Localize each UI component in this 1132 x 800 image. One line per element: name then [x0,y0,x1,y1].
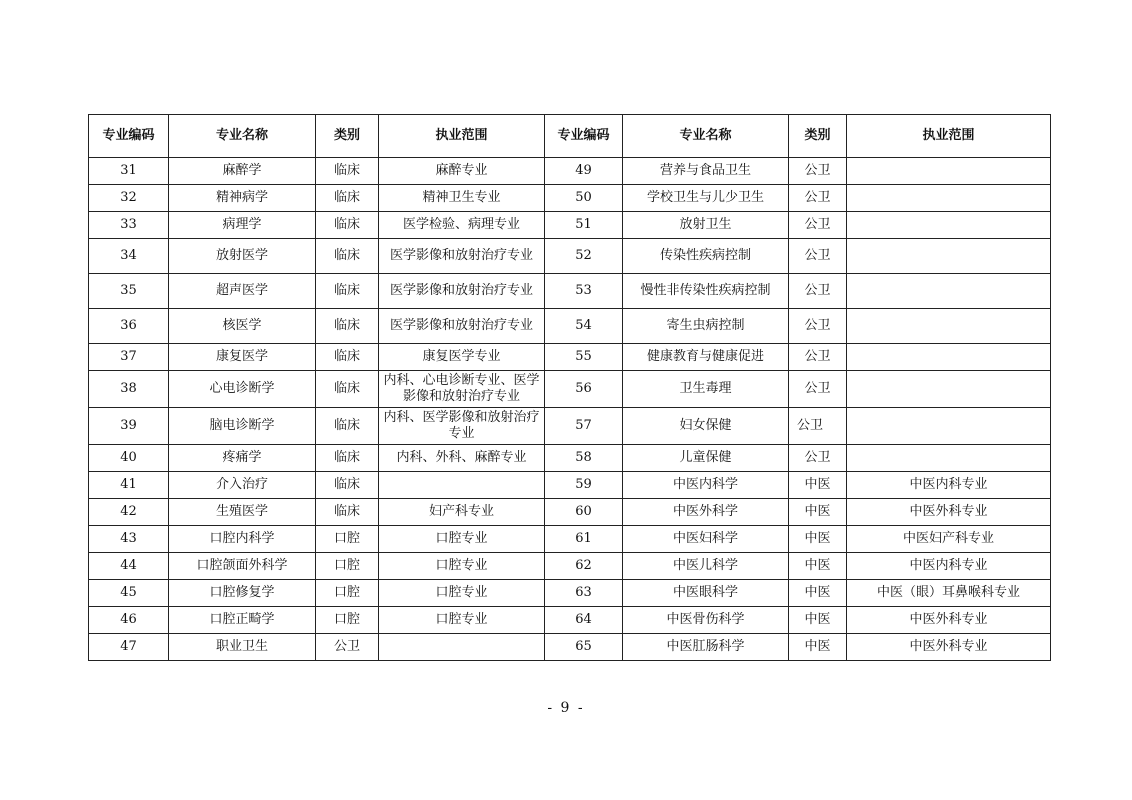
cell-scope-right [847,344,1051,371]
cell-name-right: 健康教育与健康促进 [623,344,789,371]
cell-scope-right [847,239,1051,274]
cell-name-left: 口腔正畸学 [169,607,316,634]
cell-category-left: 临床 [316,499,379,526]
cell-name-right: 中医肛肠科学 [623,634,789,661]
cell-name-right: 中医妇科学 [623,526,789,553]
cell-scope-right: 中医外科专业 [847,634,1051,661]
cell-category-left: 临床 [316,408,379,445]
cell-scope-right [847,212,1051,239]
table-body [89,158,1051,661]
cell-code-right: 65 [545,634,623,661]
cell-category-right: 中医 [789,580,847,607]
cell-category-right: 公卫 [789,212,847,239]
cell-name-right: 放射卫生 [623,212,789,239]
cell-category-left: 临床 [316,239,379,274]
cell-code-left: 32 [89,185,169,212]
header-name-right: 专业名称 [623,115,789,158]
cell-name-left: 疼痛学 [169,445,316,472]
header-code-left: 专业编码 [89,115,169,158]
cell-scope-right [847,445,1051,472]
cell-category-right: 公卫 [789,274,847,309]
cell-code-left: 36 [89,309,169,344]
table-row [89,553,1051,580]
cell-code-right: 52 [545,239,623,274]
cell-scope-right [847,185,1051,212]
cell-code-left: 46 [89,607,169,634]
cell-code-left: 47 [89,634,169,661]
cell-name-left: 核医学 [169,309,316,344]
header-name-left: 专业名称 [169,115,316,158]
cell-name-left: 病理学 [169,212,316,239]
cell-name-right: 营养与食品卫生 [623,158,789,185]
cell-category-right: 公卫 [789,158,847,185]
table-row [89,212,1051,239]
cell-code-right: 55 [545,344,623,371]
cell-scope-left: 口腔专业 [379,580,545,607]
table-row [89,344,1051,371]
cell-scope-left: 口腔专业 [379,607,545,634]
header-scope-left: 执业范围 [379,115,545,158]
cell-scope-right: 中医内科专业 [847,472,1051,499]
cell-name-right: 中医眼科学 [623,580,789,607]
cell-name-right: 中医儿科学 [623,553,789,580]
cell-code-left: 41 [89,472,169,499]
cell-scope-right: 中医妇产科专业 [847,526,1051,553]
page-number: - 9 - [547,700,585,716]
cell-name-right: 慢性非传染性疾病控制 [623,274,789,309]
cell-name-left: 麻醉学 [169,158,316,185]
table-row [89,408,1051,445]
cell-code-right: 53 [545,274,623,309]
cell-category-left: 公卫 [316,634,379,661]
table-row [89,371,1051,408]
header-scope-right: 执业范围 [847,115,1051,158]
cell-category-right: 中医 [789,472,847,499]
header-code-right: 专业编码 [545,115,623,158]
cell-category-right: 中医 [789,526,847,553]
cell-name-left: 口腔颌面外科学 [169,553,316,580]
cell-name-left: 口腔修复学 [169,580,316,607]
cell-scope-right [847,371,1051,408]
cell-code-left: 37 [89,344,169,371]
cell-scope-left [379,472,545,499]
table-row [89,580,1051,607]
table-row [89,472,1051,499]
cell-code-left: 40 [89,445,169,472]
cell-category-left: 口腔 [316,607,379,634]
cell-name-left: 超声医学 [169,274,316,309]
cell-code-left: 39 [89,408,169,445]
cell-code-right: 63 [545,580,623,607]
table-row [89,185,1051,212]
table-row [89,309,1051,344]
cell-scope-right: 中医外科专业 [847,607,1051,634]
cell-category-left: 口腔 [316,580,379,607]
cell-name-left: 职业卫生 [169,634,316,661]
cell-code-left: 34 [89,239,169,274]
cell-name-right: 儿童保健 [623,445,789,472]
cell-category-left: 临床 [316,344,379,371]
cell-category-left: 临床 [316,445,379,472]
cell-category-left: 临床 [316,185,379,212]
cell-category-right: 公卫 [789,309,847,344]
cell-code-right: 58 [545,445,623,472]
table-header-row [89,115,1051,158]
cell-category-right: 公卫 [789,344,847,371]
cell-scope-left: 医学影像和放射治疗专业 [379,274,545,309]
cell-category-right: 公卫 [789,239,847,274]
cell-scope-left: 麻醉专业 [379,158,545,185]
cell-code-left: 42 [89,499,169,526]
cell-code-right: 60 [545,499,623,526]
cell-category-right: 公卫 [789,408,847,445]
cell-code-right: 54 [545,309,623,344]
cell-code-right: 57 [545,408,623,445]
cell-name-right: 寄生虫病控制 [623,309,789,344]
cell-scope-left: 口腔专业 [379,553,545,580]
cell-code-left: 43 [89,526,169,553]
cell-name-left: 介入治疗 [169,472,316,499]
cell-scope-left: 妇产科专业 [379,499,545,526]
cell-code-right: 51 [545,212,623,239]
cell-category-right: 公卫 [789,371,847,408]
cell-category-left: 临床 [316,472,379,499]
cell-category-right: 中医 [789,553,847,580]
table-row [89,239,1051,274]
cell-code-left: 33 [89,212,169,239]
cell-scope-right: 中医（眼）耳鼻喉科专业 [847,580,1051,607]
cell-category-right: 公卫 [789,445,847,472]
cell-scope-left: 内科、医学影像和放射治疗专业 [379,408,545,445]
cell-category-left: 口腔 [316,526,379,553]
cell-scope-left: 精神卫生专业 [379,185,545,212]
table-row [89,158,1051,185]
table-row [89,445,1051,472]
cell-name-right: 中医内科学 [623,472,789,499]
cell-name-right: 妇女保健 [623,408,789,445]
cell-name-left: 脑电诊断学 [169,408,316,445]
cell-category-left: 口腔 [316,553,379,580]
table-row [89,499,1051,526]
cell-code-right: 50 [545,185,623,212]
cell-name-right: 中医骨伤科学 [623,607,789,634]
cell-scope-right: 中医外科专业 [847,499,1051,526]
cell-category-right: 中医 [789,499,847,526]
cell-scope-left [379,634,545,661]
cell-scope-left: 医学影像和放射治疗专业 [379,309,545,344]
header-category-right: 类别 [789,115,847,158]
cell-scope-left: 内科、心电诊断专业、医学影像和放射治疗专业 [379,371,545,408]
cell-category-left: 临床 [316,309,379,344]
cell-name-left: 精神病学 [169,185,316,212]
cell-name-right: 中医外科学 [623,499,789,526]
cell-scope-right [847,309,1051,344]
cell-scope-right [847,158,1051,185]
cell-code-left: 45 [89,580,169,607]
cell-scope-right [847,408,1051,445]
cell-name-left: 口腔内科学 [169,526,316,553]
cell-category-left: 临床 [316,158,379,185]
cell-scope-left: 康复医学专业 [379,344,545,371]
cell-scope-left: 医学影像和放射治疗专业 [379,239,545,274]
cell-name-right: 卫生毒理 [623,371,789,408]
cell-code-right: 61 [545,526,623,553]
cell-name-left: 放射医学 [169,239,316,274]
cell-category-right: 公卫 [789,185,847,212]
header-category-left: 类别 [316,115,379,158]
cell-code-left: 44 [89,553,169,580]
table-row [89,526,1051,553]
cell-name-left: 康复医学 [169,344,316,371]
cell-name-right: 传染性疾病控制 [623,239,789,274]
cell-scope-right [847,274,1051,309]
cell-name-left: 心电诊断学 [169,371,316,408]
cell-category-left: 临床 [316,274,379,309]
cell-category-right: 中医 [789,607,847,634]
cell-scope-right: 中医内科专业 [847,553,1051,580]
cell-code-right: 59 [545,472,623,499]
table-row [89,274,1051,309]
cell-code-left: 31 [89,158,169,185]
cell-category-left: 临床 [316,371,379,408]
cell-code-right: 49 [545,158,623,185]
cell-code-right: 56 [545,371,623,408]
cell-code-left: 35 [89,274,169,309]
cell-category-right: 中医 [789,634,847,661]
cell-name-left: 生殖医学 [169,499,316,526]
cell-scope-left: 医学检验、病理专业 [379,212,545,239]
cell-name-right: 学校卫生与儿少卫生 [623,185,789,212]
cell-code-right: 62 [545,553,623,580]
cell-code-left: 38 [89,371,169,408]
cell-scope-left: 口腔专业 [379,526,545,553]
cell-category-left: 临床 [316,212,379,239]
table-row [89,607,1051,634]
table-row [89,634,1051,661]
cell-scope-left: 内科、外科、麻醉专业 [379,445,545,472]
specialty-table [88,114,1051,661]
cell-code-right: 64 [545,607,623,634]
